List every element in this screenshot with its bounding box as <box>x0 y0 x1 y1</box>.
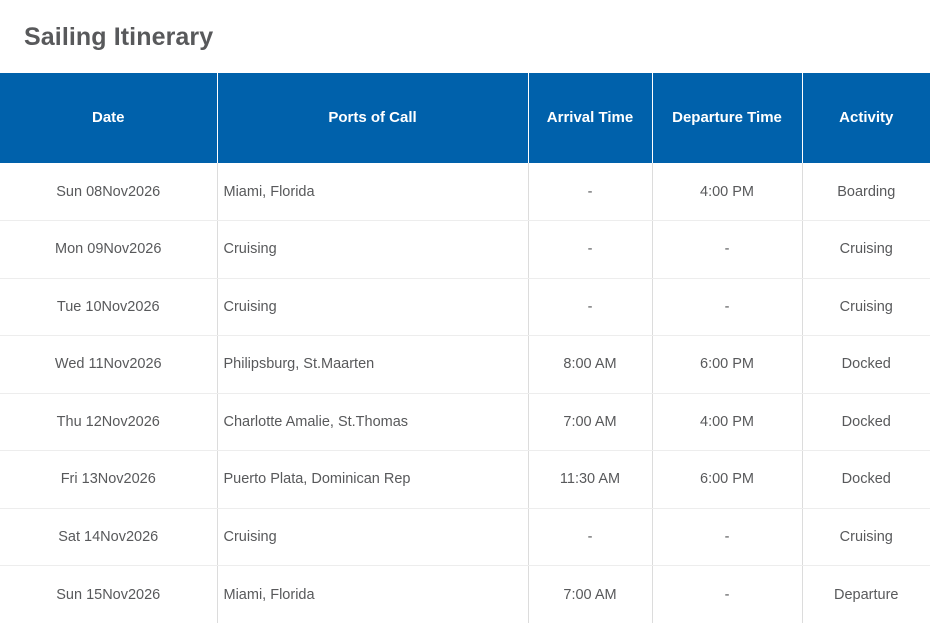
table-row <box>0 393 930 451</box>
cell-departure: - <box>652 278 802 336</box>
cell-port: Cruising <box>217 278 528 336</box>
itinerary-table <box>0 73 930 623</box>
cell-date: Wed 11Nov2026 <box>0 336 217 394</box>
cell-arrival: - <box>528 163 652 221</box>
cell-departure: 4:00 PM <box>652 393 802 451</box>
cell-activity: Cruising <box>802 508 930 566</box>
cell-date: Fri 13Nov2026 <box>0 451 217 509</box>
cell-activity: Docked <box>802 451 930 509</box>
cell-port: Puerto Plata, Dominican Rep <box>217 451 528 509</box>
cell-arrival: - <box>528 278 652 336</box>
cell-date: Tue 10Nov2026 <box>0 278 217 336</box>
column-header-departure-time: Departure Time <box>652 73 802 163</box>
cell-activity: Docked <box>802 336 930 394</box>
table-header <box>0 73 930 163</box>
cell-arrival: 7:00 AM <box>528 566 652 624</box>
cell-departure: - <box>652 566 802 624</box>
table-row <box>0 336 930 394</box>
cell-arrival: - <box>528 221 652 279</box>
cell-port: Miami, Florida <box>217 163 528 221</box>
cell-arrival: 8:00 AM <box>528 336 652 394</box>
table-row <box>0 221 930 279</box>
table-row <box>0 566 930 624</box>
table-header-row <box>0 73 930 163</box>
table-row <box>0 278 930 336</box>
table-body <box>0 163 930 623</box>
cell-activity: Departure <box>834 586 899 603</box>
cell-port: Cruising <box>217 508 528 566</box>
cell-activity: Cruising <box>802 278 930 336</box>
table-row <box>0 451 930 509</box>
page-title: Sailing Itinerary <box>24 23 214 51</box>
cell-arrival: 11:30 AM <box>528 451 652 509</box>
table-row <box>0 508 930 566</box>
cell-date: Mon 09Nov2026 <box>0 221 217 279</box>
cell-date: Sun 08Nov2026 <box>0 163 217 221</box>
column-header-ports-of-call: Ports of Call <box>217 73 528 163</box>
table-row <box>0 163 930 221</box>
cell-departure: 4:00 PM <box>652 163 802 221</box>
cell-port: Philipsburg, St.Maarten <box>217 336 528 394</box>
cell-port: Miami, Florida <box>217 566 528 624</box>
cell-date: Thu 12Nov2026 <box>0 393 217 451</box>
cell-date: Sun 15Nov2026 <box>0 566 217 624</box>
cell-port: Charlotte Amalie, St.Thomas <box>217 393 528 451</box>
cell-activity: Docked <box>802 393 930 451</box>
cell-date: Sat 14Nov2026 <box>0 508 217 566</box>
cell-activity: Cruising <box>802 221 930 279</box>
cell-activity: Boarding <box>802 163 930 221</box>
cell-arrival: - <box>528 508 652 566</box>
cell-port: Cruising <box>217 221 528 279</box>
column-header-arrival-time: Arrival Time <box>528 73 652 163</box>
cell-arrival: 7:00 AM <box>528 393 652 451</box>
cell-departure: - <box>652 221 802 279</box>
column-header-activity: Activity <box>802 73 930 163</box>
cell-departure: - <box>652 508 802 566</box>
column-header-date: Date <box>0 73 217 163</box>
cell-departure: 6:00 PM <box>652 451 802 509</box>
cell-departure: 6:00 PM <box>652 336 802 394</box>
